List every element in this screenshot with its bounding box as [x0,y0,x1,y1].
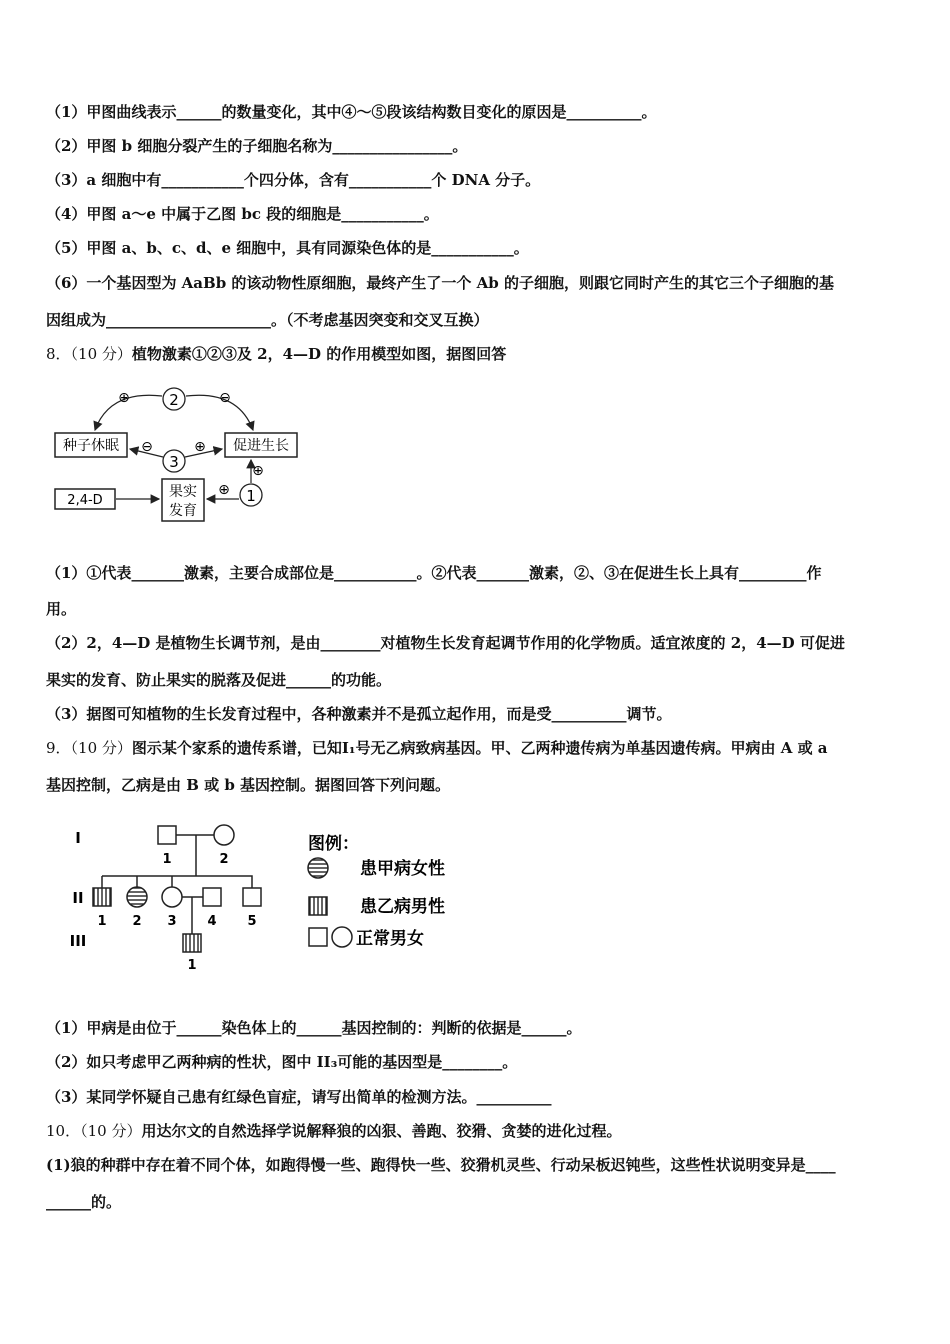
promote-growth-label: 促进生长 [233,438,289,454]
legend-title: 图例： [308,834,359,854]
q8-number: 8．（10 分） [46,345,132,363]
q10-p1b: ______的。 [46,1193,122,1211]
ii3-number: 3 [167,914,177,929]
legend-a-label: 患甲病女性 [360,859,445,879]
hormone-3-number: 3 [169,453,179,471]
i1-normal-male [158,826,176,844]
ii1-affected-b-male [93,888,111,906]
ii2-affected-a-female [127,887,147,907]
generation-3-label: III [69,932,87,950]
plus-sign-icon: ⊕ [252,463,264,479]
plus-sign-icon: ⊕ [194,439,206,455]
ii2-number: 2 [132,914,142,929]
generation-1-label: I [75,829,81,847]
q8-heading [46,344,906,364]
q9-p3: （3）某同学怀疑自己患有红绿色盲症，请写出简单的检测方法。__________ [46,1088,552,1106]
plus-sign-icon: ⊕ [218,482,230,498]
pedigree-chart [60,818,480,976]
minus-sign-icon: ⊖ [219,390,231,406]
plus-sign-icon: ⊕ [118,390,130,406]
legend-affected-b-male [309,897,327,915]
q10-heading [46,1121,906,1141]
ii3-normal-female [162,887,182,907]
legend-c-label: 正常男女 [356,929,424,949]
q9-stem-b: 基因控制，乙病是由 B 或 b 基因控制。据图回答下列问题。 [46,776,451,794]
q10-number: 10．（10 分） [46,1122,142,1140]
minus-sign-icon: ⊖ [141,439,153,455]
ii1-number: 1 [97,914,107,929]
q7-line-6a: （6）一个基因型为 AaBb 的该动物性原细胞，最终产生了一个 Ab 的子细胞，则跟它同时产生的其它三个子细胞的基 [46,274,834,292]
legend-b-label: 患乙病男性 [360,897,445,917]
q8-p2a: （2）2，4—D 是植物生长调节剂，是由________对植物生长发育起调节作用的化学物质。适宜浓度的 2，4—D 可促进 [46,634,845,652]
q9-p2: （2）如只考虑甲乙两种病的性状，图中 II₃可能的基因型是________。 [46,1053,518,1071]
legend-affected-a-female [308,858,328,878]
i2-number: 2 [219,852,229,867]
q7-line-4: （4）甲图 a～e 中属于乙图 bc 段的细胞是___________。 [46,205,439,223]
q10-stem: 用达尔文的自然选择学说解释狼的凶狠、善跑、狡猾、贪婪的进化过程。 [141,1122,622,1140]
iii1-number: 1 [187,958,197,973]
generation-2-label: II [72,889,84,907]
ii5-number: 5 [247,914,257,929]
legend-normal-male [309,928,327,946]
ii5-normal-male [243,888,261,906]
fruit-label-top: 果实 [169,484,197,500]
iii1-affected-b-male [183,934,201,952]
fruit-label-bottom: 发育 [169,503,197,519]
hormone-2-number: 2 [169,391,179,409]
q7-line-1: （1）甲图曲线表示______的数量变化，其中④～⑤段该结构数目变化的原因是__________。 [46,103,657,121]
hormone-1-number: 1 [246,487,256,505]
ii4-normal-male [203,888,221,906]
d24-label: 2,4-D [67,493,103,508]
q9-p1: （1）甲病是由位于______染色体上的______基因控制的：判断的依据是______。 [46,1019,582,1037]
q8-p2b: 果实的发育、防止果实的脱落及促进______的功能。 [46,671,392,689]
q7-line-2: （2）甲图 b 细胞分裂产生的子细胞名称为________________。 [46,137,468,155]
legend-normal-female [332,927,352,947]
hormone-diagram [50,382,310,527]
q8-p1b: 用。 [46,600,77,618]
i1-number: 1 [162,852,172,867]
q10-p1a: (1)狼的种群中存在着不同个体，如跑得慢一些、跑得快一些、狡猾机灵些、行动呆板迟钝些，这些性状说明变异是____ [46,1156,836,1174]
i2-normal-female [214,825,234,845]
q8-p1a: （1）①代表_______激素，主要合成部位是___________。②代表_______激素，②、③在促进生长上具有_________作 [46,564,822,582]
q8-stem: 植物激素①②③及 2，4—D 的作用模型如图，据图回答 [131,345,507,363]
q7-line-6b: 因组成为______________________。（不考虑基因突变和交叉互换） [46,311,489,329]
q7-line-3: （3）a 细胞中有___________个四分体，含有___________个 DNA 分子。 [46,171,541,189]
q9-number: 9．（10 分） [46,739,132,757]
seed-dormancy-label: 种子休眠 [63,438,119,454]
q9-heading [46,738,906,758]
q8-p3: （3）据图可知植物的生长发育过程中，各种激素并不是孤立起作用，而是受__________调节。 [46,705,672,723]
ii4-number: 4 [207,914,217,929]
q9-stem-a: 图示某个家系的遗传系谱，已知Ⅰ₁号无乙病致病基因。甲、乙两种遗传病为单基因遗传病。甲病由 A 或 a [131,739,828,757]
q7-line-5: （5）甲图 a、b、c、d、e 细胞中，具有同源染色体的是___________。 [46,239,529,257]
